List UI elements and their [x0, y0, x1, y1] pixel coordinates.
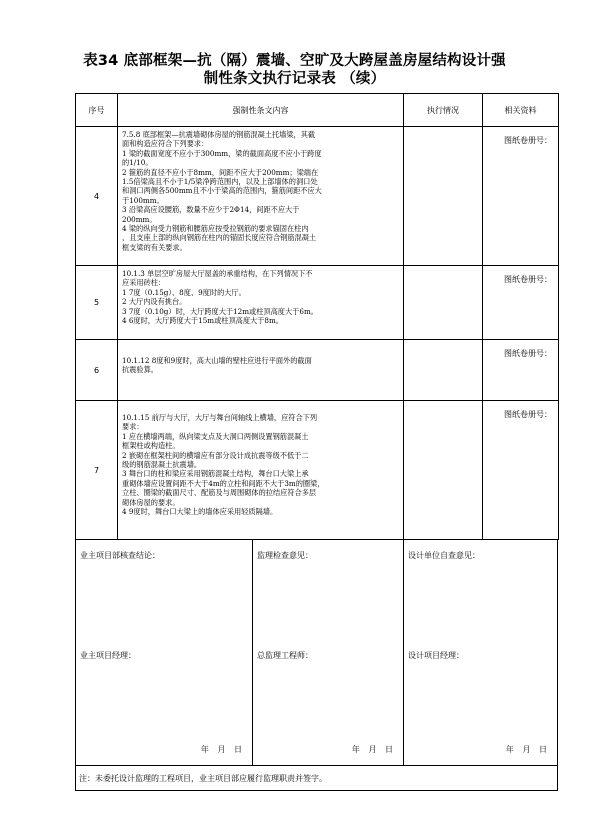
designer-signoff — [404, 539, 557, 765]
clause-content — [118, 127, 404, 266]
clause-line: 1.5倍梁高且不小于1/5梁净跨范围内，以及上部墙体的洞口处 — [122, 177, 318, 187]
clause-line: 要求： — [122, 422, 144, 432]
clause-line: 3 沿梁高应设腰筋，数量不应少于2Φ14，间距不应大于 — [122, 205, 300, 215]
clause-line: 框架柱或构造柱。 — [122, 441, 180, 451]
clause-line: 10.1.15 前厅与大厅，大厅与舞台间轴线上横墙，应符合下列 — [122, 413, 318, 422]
drawing-volume-label: 图纸卷册号： — [483, 127, 559, 266]
table-header — [76, 94, 559, 127]
header-execution: 执行情况 — [404, 94, 483, 127]
title-line-1: 表34 底部框架—抗（隔）震墙、空旷及大跨屋盖房屋结构设计强 — [83, 53, 506, 69]
clause-line: 4 梁的纵向受力钢筋和腰筋应按受拉钢筋的要求锚固在柱内 — [122, 224, 309, 234]
clause-line: 3 舞台口的柱和梁应采用钢筋混凝土结构，舞台口大梁上承 — [122, 469, 309, 479]
clause-line: ，且支座上部的纵向钢筋在柱内的锚固长度应符合钢筋混凝土 — [122, 233, 317, 243]
clause-content — [118, 340, 404, 401]
clause-line: 级的钢筋混凝土抗震墙。 — [122, 460, 202, 470]
drawing-volume-label: 图纸卷册号： — [483, 266, 559, 340]
clause-line: 10.1.12 8度和9度时，高大山墙的壁柱应进行平面外的截面 — [122, 356, 312, 365]
clause-line: 2 嵌砌在框架柱间的横墙应有部分设计成抗震等级不低于二 — [122, 450, 309, 460]
designer-manager-label: 设计项目经理： — [408, 651, 464, 660]
page-title — [0, 52, 589, 88]
signoff-section — [75, 539, 558, 766]
row-number: 6 — [76, 340, 118, 401]
clause-content — [118, 401, 404, 540]
clause-line: 4 6度时，大厅跨度大于15m或柱顶高度大于8m。 — [122, 316, 283, 326]
clause-line: 立柱、圈梁的截面尺寸、配筋及与周围砌体的拉结应符合多层 — [122, 488, 317, 498]
row-number: 7 — [76, 401, 118, 540]
designer-date-label: 年 月 日 — [505, 745, 547, 754]
title-line-2: 制性条文执行记录表 （续） — [203, 71, 386, 87]
table-row — [76, 266, 559, 340]
row-number: 4 — [76, 127, 118, 266]
owner-check-label: 业主项目部核查结论： — [80, 551, 160, 560]
clause-line: 1 应在横墙两端，纵向梁支点及大洞口两侧设置钢筋混凝土 — [122, 431, 309, 441]
clause-line: 10.1.3 单层空旷房屋大厅屋盖的承重结构，在下列情况下不 — [122, 269, 313, 278]
owner-manager-label: 业主项目经理： — [80, 651, 136, 660]
supervisor-signoff — [253, 539, 403, 765]
footnote: 注：未委托设计监理的工程项目，业主项目部应履行监理职责并签字。 — [75, 766, 558, 791]
clause-line: 4 9度时，舞台口大梁上的墙体应采用轻质隔墙。 — [122, 507, 278, 517]
row-number: 5 — [76, 266, 118, 340]
clause-line: 框支梁的有关要求。 — [122, 242, 187, 252]
header-reference: 相关资料 — [483, 94, 559, 127]
clause-content — [118, 266, 404, 340]
table-row — [76, 401, 559, 540]
execution-cell[interactable] — [404, 340, 483, 401]
header-no: 序号 — [76, 94, 118, 127]
clause-line: 重砌体墙应设置间距不大于4m的立柱和间距不大于3m的圈梁， — [122, 478, 325, 488]
record-table — [75, 93, 559, 540]
header-content: 强制性条文内容 — [118, 94, 404, 127]
supervisor-check-label: 监理检查意见： — [257, 551, 313, 560]
table-row — [76, 127, 559, 266]
clause-line: 200mm。 — [122, 214, 157, 224]
supervisor-date-label: 年 月 日 — [351, 745, 393, 754]
clause-line: 抗震验算。 — [122, 365, 158, 375]
drawing-volume-label: 图纸卷册号： — [483, 340, 559, 401]
execution-cell[interactable] — [404, 401, 483, 540]
owner-signoff — [76, 539, 252, 765]
clause-line: 砌体房屋的要求。 — [122, 497, 180, 507]
owner-date-label: 年 月 日 — [200, 745, 242, 754]
designer-check-label: 设计单位自查意见： — [408, 551, 480, 560]
clause-line: 和洞口两侧各500mm且不小于梁高的范围内，箍筋间距不应大 — [122, 186, 322, 196]
clause-line: 7.5.8 底部框架—抗震墙砌体房屋的钢筋混凝土托墙梁，其截 — [122, 130, 316, 139]
execution-cell[interactable] — [404, 127, 483, 266]
clause-line: 2 大厅内设有挑台。 — [122, 297, 187, 307]
clause-line: 1 梁的截面宽度不应小于300mm，梁的截面高度不应小于跨度 — [122, 148, 322, 158]
table-row — [76, 340, 559, 401]
clause-line: 2 箍筋的直径不应小于8mm，间距不应大于200mm；梁端在 — [122, 167, 319, 177]
clause-line: 的1/10。 — [122, 158, 153, 168]
clause-line: 应采用砖柱： — [122, 278, 166, 288]
drawing-volume-label: 图纸卷册号： — [483, 401, 559, 540]
supervisor-manager-label: 总监理工程师： — [257, 651, 313, 660]
clause-line: 1 7度（0.15g）、8度、9度时的大厅。 — [122, 287, 246, 297]
execution-cell[interactable] — [404, 266, 483, 340]
clause-line: 面和构造应符合下列要求： — [122, 139, 209, 149]
clause-line: 于100mm。 — [122, 195, 164, 205]
clause-line: 3 7度（0.10g）时，大厅跨度大于12m或柱顶高度大于6m。 — [122, 306, 318, 316]
